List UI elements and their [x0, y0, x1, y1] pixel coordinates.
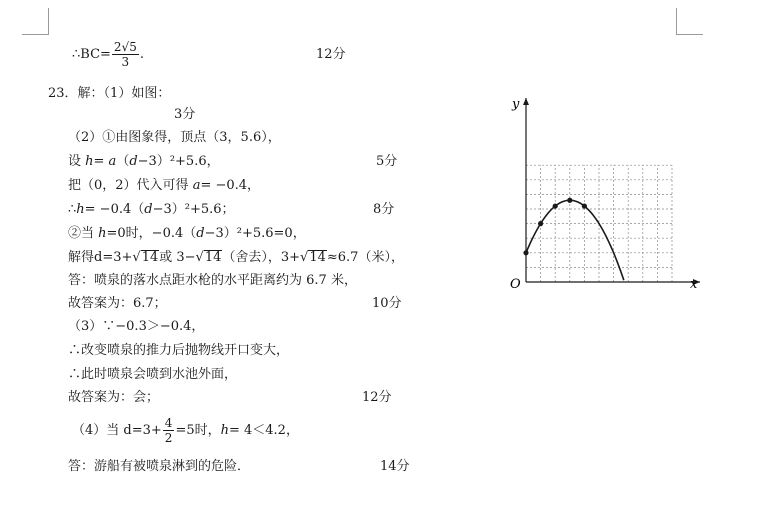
- line-final-answer: 答：游船有被喷泉淋到的危险．: [68, 459, 251, 474]
- line-q23-title: 23．解：（1）如图：: [48, 86, 171, 101]
- data-point: [582, 203, 587, 208]
- line-h-zero: [68, 225, 306, 243]
- numerator: 4: [164, 416, 173, 430]
- score-5: 5分: [376, 154, 398, 169]
- y-axis-arrow: [523, 98, 529, 105]
- bc-denominator: 3: [121, 55, 130, 69]
- score-12-b: 12分: [362, 390, 392, 405]
- text-segment: （舍去），3+: [222, 250, 301, 265]
- parabola-graph: [500, 92, 710, 302]
- text-segment: 把（0，2）代入可得: [68, 178, 193, 193]
- x-axis-label: x: [690, 277, 698, 292]
- text-segment: −3）: [137, 154, 170, 169]
- bc-fraction: [112, 40, 139, 69]
- text-segment: = −0.4（: [84, 202, 145, 217]
- line-answer-distance: 答：喷泉的落水点距水枪的水平距离约为 6.7 米，: [68, 273, 357, 288]
- text-segment: ²+5.6=0，: [236, 226, 306, 241]
- score-10: 10分: [372, 296, 402, 311]
- text-segment: ²+5.6；: [184, 202, 235, 217]
- fraction-4-over-2: [163, 416, 175, 445]
- line-vertex: （2）①由图象得，顶点（3，5.6），: [68, 130, 281, 145]
- score-8: 8分: [373, 202, 395, 217]
- text-segment: ≈6.7（米），: [326, 250, 404, 265]
- score-12-a: 12分: [316, 47, 346, 62]
- line-answer-will: 故答案为：会；: [68, 390, 160, 405]
- origin-label: O: [510, 277, 521, 292]
- text-segment: 解得d=3+: [68, 250, 133, 265]
- text-segment: 或 3−: [159, 250, 196, 265]
- graph-axes: [523, 98, 700, 285]
- data-point: [553, 203, 558, 208]
- line-part3: （3）∵−0.3＞−0.4，: [68, 319, 205, 334]
- var-h: h: [76, 202, 85, 217]
- var-d: d: [196, 226, 205, 241]
- score-3: 3分: [174, 107, 196, 122]
- text-segment: （4）当 d=3+: [72, 423, 162, 438]
- text-segment: =5时，: [175, 423, 221, 438]
- data-point: [567, 198, 572, 203]
- radicand: 14: [309, 250, 326, 265]
- data-point: [523, 250, 528, 255]
- text-segment: 设: [68, 154, 86, 169]
- page-corner-mark-top-right: [676, 8, 703, 35]
- bc-prefix: ∴BC=: [72, 47, 111, 62]
- text-segment: −3）: [152, 202, 185, 217]
- line-solution: [68, 249, 404, 267]
- bc-numerator: 2√5: [113, 40, 137, 54]
- score-14: 14分: [380, 459, 410, 474]
- denominator: 2: [164, 431, 173, 445]
- text-segment: ②当: [68, 226, 99, 241]
- var-a: a: [192, 178, 201, 193]
- var-h: h: [85, 154, 94, 169]
- line-part4: [72, 416, 299, 445]
- text-segment: ²+5.6，: [169, 154, 220, 169]
- sqrt-14: √14: [195, 250, 222, 265]
- text-segment: = −0.4，: [200, 178, 261, 193]
- text-segment: −3）: [204, 226, 237, 241]
- line-bc-result: [72, 40, 144, 69]
- graph-points: [523, 198, 587, 256]
- page-corner-mark-top-left: [22, 8, 49, 35]
- data-point: [538, 221, 543, 226]
- line-opening-larger: ∴改变喷泉的推力后抛物线开口变大，: [68, 343, 290, 358]
- line-set-h: [68, 153, 220, 171]
- sqrt-14: √14: [300, 250, 326, 265]
- y-axis-label: y: [512, 97, 520, 112]
- line-h-formula: [68, 201, 235, 219]
- text-segment: （: [116, 154, 130, 169]
- radicand: 14: [204, 250, 222, 265]
- var-d: d: [144, 202, 153, 217]
- var-d: d: [129, 154, 138, 169]
- var-a: a: [108, 154, 117, 169]
- text-segment: ∴: [68, 202, 77, 217]
- line-spray-outside: ∴此时喷泉会喷到水池外面，: [68, 367, 238, 382]
- var-h: h: [220, 423, 229, 438]
- sqrt-14: √14: [132, 250, 159, 265]
- radicand: 14: [141, 250, 159, 265]
- line-substitute: [68, 177, 260, 195]
- var-h: h: [98, 226, 107, 241]
- text-segment: = 4＜4.2，: [228, 423, 299, 438]
- text-segment: =0时，−0.4（: [106, 226, 197, 241]
- text-segment: =: [93, 154, 109, 169]
- line-answer-67: 故答案为：6.7；: [68, 296, 167, 311]
- bc-dot: .: [139, 47, 144, 62]
